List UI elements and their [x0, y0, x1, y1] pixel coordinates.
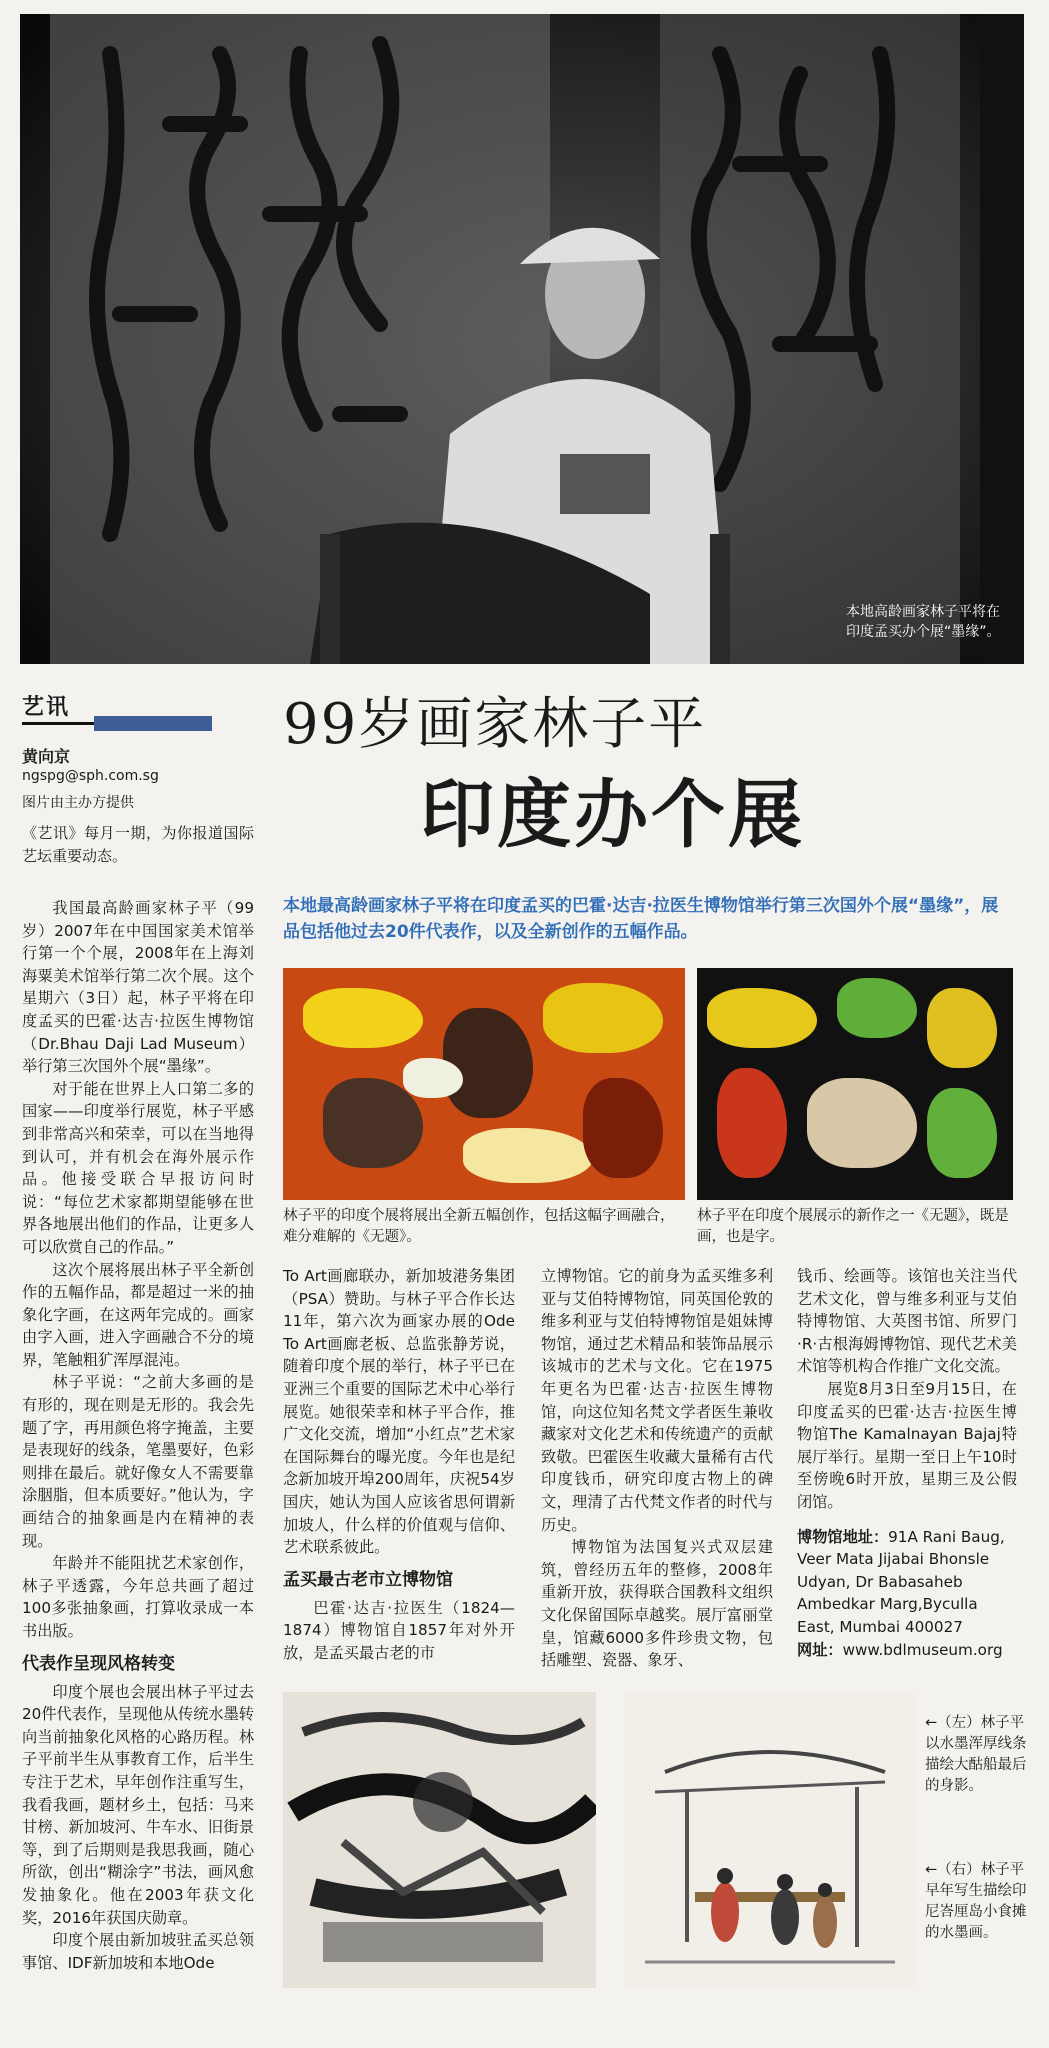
museum-website [797, 1639, 1017, 1662]
address-value: 91A Rani Baug, Veer Mata Jijabai Bhonsle Udyan, Dr Babasaheb Ambedkar Marg,Byculla East, Mumbai 400027 [797, 1527, 1005, 1636]
section-rule [22, 722, 94, 725]
figure-4-caption: ←（右）林子平早年写生描绘印尼峇厘岛小食摊的水墨画。 [925, 1862, 1027, 1941]
body-column-1 [22, 897, 254, 1974]
museum-address [797, 1526, 1017, 1639]
headline-line1: 99岁画家林子平 [283, 692, 707, 757]
col1-p6: 印度个展也会展出林子平过去20件代表作，呈现他从传统水墨转向当前抽象化风格的心路历程。林子平前半生从事教育工作，后半生专注于艺术，早年创作注重写生，我看我画，题材乡土，包括：马来甘榜、新加坡河、牛车水、旧街景等，到了后期则是我思我画，随心所欲，创出“糊涂字”书法，画风愈发抽象化。他在2003年获文化奖，2016年获国庆勋章。 [22, 1682, 254, 1927]
figure-1-caption: 林子平的印度个展将展出全新五幅创作，包括这幅字画融合，难分难解的《无题》。 [283, 1208, 675, 1245]
painting-food-stall [625, 1692, 915, 1988]
col1-p2: 对于能在世界上人口第二多的国家——印度举行展览，林子平感到非常高兴和荣幸，可以在当地得到认可，并有机会在海外展示作品。他接受联合早报访问时说：“每位艺术家都期望能够在世界各地展出他们的作品，让更多人可以欣赏自己的作品。” [22, 1079, 254, 1256]
body-column-3 [541, 1265, 773, 1672]
body-column-4 [797, 1265, 1017, 1661]
headline-line2: 印度办个展 [420, 772, 805, 858]
painting-boat [283, 1692, 596, 1988]
col3-p1: 立博物馆。它的前身为孟买维多利亚与艾伯特博物馆，同英国伦敦的维多利亚与艾伯特博物馆是姐妹博物馆，通过艺术精品和装饰品展示该城市的艺术与文化。它在1975年更名为巴霍·达吉·拉医生博物馆，向这位知名梵文学者医生兼收藏家对文化艺术和传统遗产的贡献致敬。巴霍医生收藏大量稀有古代印度钱币，研究印度古物上的碑文，理清了古代梵文作者的时代与历史。 [541, 1267, 773, 1534]
col1-p3: 这次个展将展出林子平全新创作的五幅作品，都是超过一米的抽象化字画，在这两年完成的。画家由字入画，进入字画融合不分的境界，笔触粗犷浑厚混沌。 [22, 1260, 254, 1369]
website-label: 网址： [797, 1640, 843, 1659]
photo-credit: 图片由主办方提供 [22, 795, 134, 811]
hero-photo [20, 14, 1024, 664]
painting-untitled-2 [697, 968, 1013, 1200]
figure-3-caption: ←（左）林子平以水墨浑厚线条描绘大酤船最后的身影。 [925, 1715, 1027, 1794]
hero-caption: 本地高龄画家林子平将在印度孟买办个展“墨缘”。 [846, 604, 1001, 640]
body-column-2 [283, 1265, 515, 1665]
column-intro: 《艺讯》每月一期，为你报道国际艺坛重要动态。 [22, 824, 254, 865]
col2-p1: To Art画廊联办，新加坡港务集团（PSA）赞助。与林子平合作长达11年，第六次为画家办展的Ode To Art画廊老板、总监张静芳说，随着印度个展的举行，林子平已在亚洲三个重要的国际艺术中心举行展览。她很荣幸和林子平合作，推广文化交流，增加“小红点”艺术家在国际舞台的曝光度。今年也是纪念新加坡开埠200周年，庆祝54岁国庆，她认为国人应该省思何谓新加坡人，什么样的价值观与信仰、艺术联系彼此。 [283, 1267, 515, 1557]
col2-p2: 巴霍·达吉·拉医生（1824—1874）博物馆自1857年对外开放，是孟买最古老的市 [283, 1598, 515, 1662]
author-email: ngspg@sph.com.sg [22, 768, 159, 784]
lead-paragraph: 本地最高龄画家林子平将在印度孟买的巴霍·达吉·拉医生博物馆举行第三次国外个展“墨缘”，展品包括他过去20件代表作，以及全新创作的五幅作品。 [283, 896, 999, 942]
address-label: 博物馆地址： [797, 1527, 889, 1546]
col1-p7: 印度个展由新加坡驻孟买总领事馆、IDF新加坡和本地Ode [22, 1931, 254, 1972]
col1-subheading: 代表作呈现风格转变 [22, 1653, 175, 1674]
author: 黄向京 [22, 747, 71, 766]
col2-subheading: 孟买最古老市立博物馆 [283, 1569, 453, 1590]
section-rule-blue [94, 716, 212, 731]
col1-p1: 我国最高龄画家林子平（99岁）2007年在中国国家美术馆举行第一个个展，2008年在上海刘海粟美术馆举行第二次个展。这个星期六（3日）起，林子平将在印度孟买的巴霍·达吉·拉医生博物馆（Dr.Bhau Daji Lad Museum）举行第三次国外个展“墨缘”。 [22, 899, 254, 1076]
col1-p4: 林子平说：“之前大多画的是有形的，现在则是无形的。我会先题了字，再用颜色将字掩盖，主要是表现好的线条，笔墨要好，色彩则排在最后。就好像女人不需要靠涂胭脂，但本质要好。”他认为，字画结合的抽象画是内在精神的表现。 [22, 1373, 254, 1550]
col3-p2: 博物馆为法国复兴式双层建筑，曾经历五年的整修，2008年重新开放，获得联合国教科文组织文化保留国际卓越奖。展厅富丽堂皇，馆藏6000多件珍贵文物，包括雕塑、瓷器、象牙、 [541, 1538, 773, 1670]
website-value: www.bdlmuseum.org [842, 1640, 1003, 1659]
figure-2-caption: 林子平在印度个展展示的新作之一《无题》，既是画，也是字。 [697, 1208, 1009, 1245]
col1-p5: 年龄并不能阻扰艺术家创作，林子平透露，今年总共画了超过100多张抽象画，打算收录成一本书出版。 [22, 1554, 254, 1640]
col4-p2: 展览8月3日至9月15日，在印度孟买的巴霍·达吉·拉医生博物馆The Kamalnayan Bajaj特展厅举行。星期一至日上午10时至傍晚6时开放，星期三及公假闭馆。 [797, 1379, 1017, 1511]
col4-p1: 钱币、绘画等。该馆也关注当代艺术文化，曾与维多利亚与艾伯特博物馆、大英图书馆、所罗门·R·古根海姆博物馆、现代艺术美术馆等机构合作推广文化交流。 [797, 1267, 1017, 1376]
painting-untitled-1 [283, 968, 685, 1200]
section-label: 艺讯 [22, 695, 71, 720]
